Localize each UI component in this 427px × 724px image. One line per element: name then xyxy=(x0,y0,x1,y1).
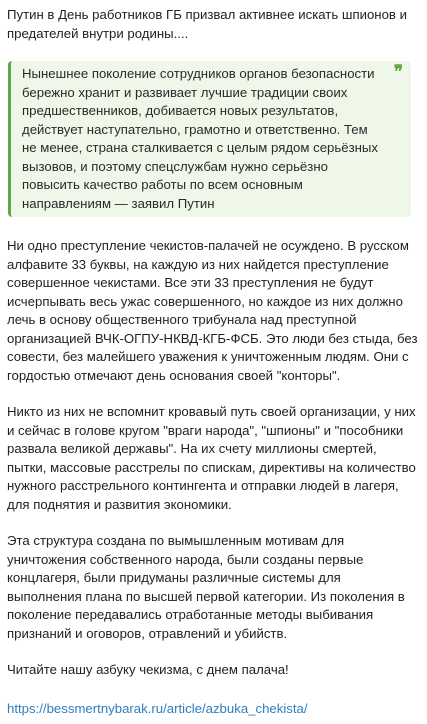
post-paragraph-1: Ни одно преступление чекистов-палачей не осуждено. В русском алфавите 33 буквы, на каждую из них найдется преступление совершенное чекистами. Все эти 33 преступления не будут исчерпывать весь ужас совершенного, но каждое из них должно лечь в основу общественного трибунала над преступной организацией ВЧК-ОГПУ-НКВД-КГБ-ФСБ. Это люди без стыда, без совести, без малейшего уважения к уничтоженным людям. Они с гордостью отмечают день основания своей "конторы". xyxy=(7,238,418,383)
blockquote xyxy=(8,61,411,217)
post-paragraph-2: Никто из них не вспомнит кровавый путь своей организации, у них и сейчас в голове кругом "враги народа", "шпионы" и "пособники развала великой державы". На их счету миллионы смертей, пытки, массовые расстрелы по спискам, директивы на количество нужного расстрельного контингента и отправки людей в лагеря, для поднятия и развития экономики. xyxy=(7,404,416,512)
article-link[interactable]: https://bessmertnybarak.ru/article/azbuka_chekista/ xyxy=(7,701,308,716)
quote-text: Нынешнее поколение сотрудников органов безопасности бережно хранит и развивает лучшие традиции своих предшественников, добивается новых результатов, действует наступательно, грамотно и ответственно. Тем не менее, страна сталкивается с целым рядом серьёзных вызовов, и поэтому спецслужбам нужно серьёзно повысить качество работы по всем основным направлениям — заявил Путин xyxy=(22,66,378,211)
post-closing: Читайте нашу азбуку чекизма, с днем палача! xyxy=(7,662,289,677)
post-intro: Путин в День работников ГБ призвал активнее искать шпионов и предателей внутри родины.... xyxy=(7,7,407,41)
quote-icon: ❞ xyxy=(393,62,403,82)
post-paragraph-3: Эта структура создана по вымышленным мотивам для уничтожения собственного народа, были созданы первые концлагеря, были придуманы различные системы для выполнения плана по высшей первой категории. Из поколения в поколение передавались отработанные методы выбивания признаний и оговоров, отравлений и убийств. xyxy=(7,533,405,641)
